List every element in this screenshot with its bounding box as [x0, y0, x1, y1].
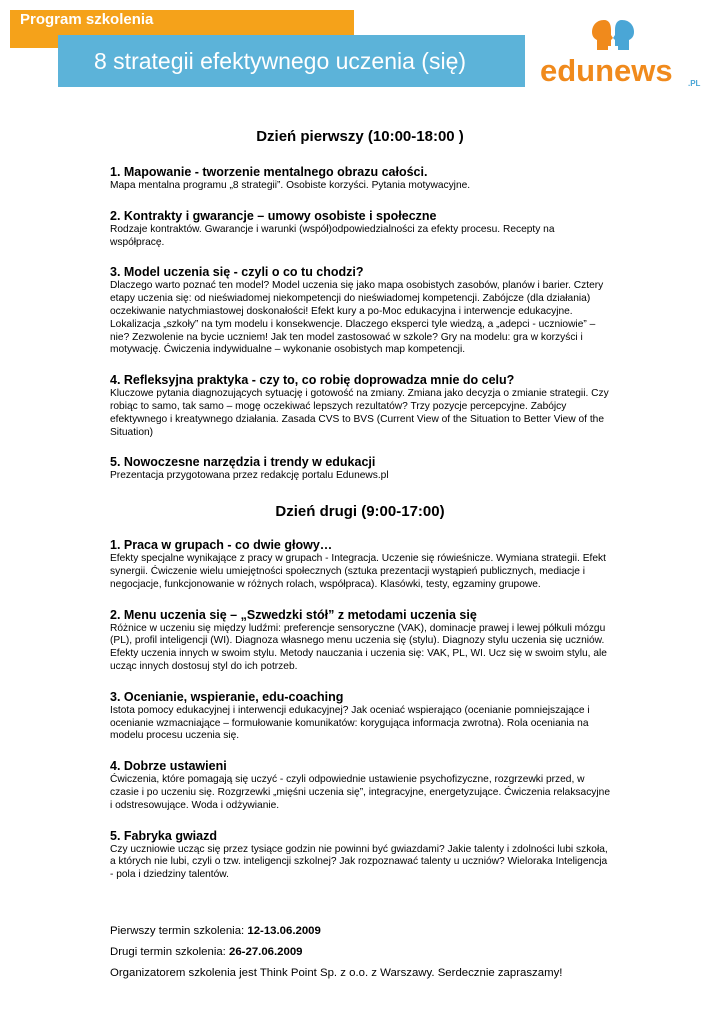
section-title: 4. Refleksyjna praktyka - czy to, co robię doprowadza mnie do celu?	[110, 373, 515, 388]
edunews-logo	[540, 18, 715, 88]
day2-section-5	[110, 829, 610, 882]
section-title: 4. Dobrze ustawieni	[110, 759, 227, 774]
section-title: 2. Menu uczenia się – „Szwedzki stół” z metodami uczenia się	[110, 607, 477, 622]
day1-section-2	[110, 209, 610, 250]
section-title: 1. Mapowanie - tworzenie mentalnego obrazu całości.	[110, 165, 428, 179]
footer	[110, 924, 670, 980]
section-text: Kluczowe pytania diagnozujących sytuację i gotowość na zmiany. Zmiana jako decyzja o zmianie strategii. Czy robiąc to samo, tak samo – mogę oczekiwać lepszych rezultatów? Trzy pozycje percepcyjne. Zabójcy efektywnego i kreatywnego działania. Zasada CVS to BVS (Current View of the Situation to Better View of the Situation)	[110, 388, 609, 438]
logo-suffix: .PL	[688, 79, 701, 88]
day1-section-5	[110, 455, 610, 483]
logo-wordmark: edunews	[540, 53, 673, 88]
term2-value: 26-27.06.2009	[229, 946, 303, 958]
day1-section-3	[110, 265, 610, 357]
section-title: 5. Fabryka gwiazd	[110, 828, 217, 843]
section-text: Prezentacja przygotowana przez redakcję portalu Edunews.pl	[110, 470, 389, 482]
term1-line	[110, 924, 670, 938]
section-title: 2. Kontrakty i gwarancje – umowy osobiste i społeczne	[110, 208, 437, 223]
day2-section-1	[110, 538, 610, 591]
program-content	[110, 128, 610, 882]
day2-section-3	[110, 690, 610, 743]
heads-logo-icon	[590, 18, 636, 52]
term1-value: 12-13.06.2009	[247, 925, 321, 937]
day2-section-2	[110, 608, 610, 674]
section-title: 5. Nowoczesne narzędzia i trendy w edukacji	[110, 455, 376, 470]
section-text: Różnice w uczeniu się między ludźmi: preferencje sensoryczne (VAK), dominacje prawej i lewej półkuli mózgu (PL), profil inteligencji (WI). Diagnoza własnego menu uczenia się (stylu). Diagnozy stylu uczenia się uczniów. Efekty uczenia innych w swoim stylu. Metody nauczania i uczenia się: VAK, PL, WI. Ucz się w swoim stylu, ale ucząc innych dostosuj styl do ich potrzeb.	[110, 622, 607, 672]
section-title: 1. Praca w grupach - co dwie głowy…	[110, 538, 333, 553]
organizer-line: Organizatorem szkolenia jest Think Point Sp. z o.o. z Warszawy. Serdecznie zapraszamy!	[110, 967, 563, 979]
day2-title: Dzień drugi (9:00-17:00)	[275, 503, 445, 521]
term2-line	[110, 945, 670, 959]
section-text: Dlaczego warto poznać ten model? Model uczenia się jako mapa osobistych zasobów, planów i barier. Cztery etapy uczenia się: od nieświadomej niekompetencji do nieświadomej kompetencji. Zabójcze (dla działania) oczekiwanie natychmiastowej doskonałości! Efekt kury a po-Moc edukacyjna i interwencje edukacyjne. Lokalizacja „szkoły” na tym modelu i konsekwencje. Dlaczego eksperci tyle wiedzą, a „adepci - uczniowie” – nie? Zezwolenie na bycie uczniem! Jak ten model zastosować w szkole? Gry na modelu: gra w korzyści i motywację. Ćwiczenia indywidualne – wykonanie osobistych map kompetencji.	[110, 280, 604, 356]
section-title: 3. Ocenianie, wspieranie, edu-coaching	[110, 689, 344, 704]
term1-label: Pierwszy termin szkolenia:	[110, 925, 248, 937]
section-text: Efekty specjalne wynikające z pracy w grupach - Integracja. Uczenie się rówieśnicze. Wymiana strategii. Efekt synergii. Ćwiczenie wielu umiejętności społecznych (sztuka prezentacji wystąpień publicznych, mediacje i negocjacje, funkcjonowanie w różnych rolach, współpraca). Klasówki, testy, egzaminy grupowe.	[110, 553, 606, 590]
section-text: Mapa mentalna programu „8 strategii”. Osobiste korzyści. Pytania motywacyjne.	[110, 180, 471, 191]
day1-section-1	[110, 165, 610, 193]
document-title: 8 strategii efektywnego uczenia (się)	[94, 48, 467, 74]
day1-title: Dzień pierwszy (10:00-18:00 )	[256, 128, 464, 145]
section-text: Istota pomocy edukacyjnej i interwencji edukacyjnej? Jak oceniać wspierająco (ocenianie pomniejszające i ocenianie wzmacniające – formułowanie komunikatów: korygująca informacja zwrotna). Rola oceniania na modelu procesu uczenia się.	[110, 704, 590, 742]
section-text: Ćwiczenia, które pomagają się uczyć - czyli odpowiednie ustawienie psychofizyczne, rozgrzewki przed, w czasie i po uczeniu się. Rozgrzewki „mięśni uczenia się”, integracyjne, energetyzujące. Ćwiczenia relaksacyjne i odstresowujące. Woda i odżywianie.	[110, 774, 610, 811]
section-text: Czy uczniowie ucząc się przez tysiące godzin nie powinni być gwiazdami? Jakie talenty i zdolności lubi szkoła, a których nie lubi, czyli o tzw. inteligencji szkolnej? Jak rozpoznawać talenty u uczniów? Wieloraka Inteligencja - pola i dziedziny talentów.	[110, 843, 608, 881]
section-text: Rodzaje kontraktów. Gwarancje i warunki (współ)odpowiedzialności za efekty procesu. Recepty na współpracę.	[110, 223, 555, 248]
program-label: Program szkolenia	[20, 11, 154, 28]
section-title: 3. Model uczenia się - czyli o co tu chodzi?	[110, 265, 364, 280]
term2-label: Drugi termin szkolenia:	[110, 946, 230, 958]
day1-section-4	[110, 373, 610, 439]
day2-section-4	[110, 759, 610, 812]
title-bar	[58, 35, 525, 87]
